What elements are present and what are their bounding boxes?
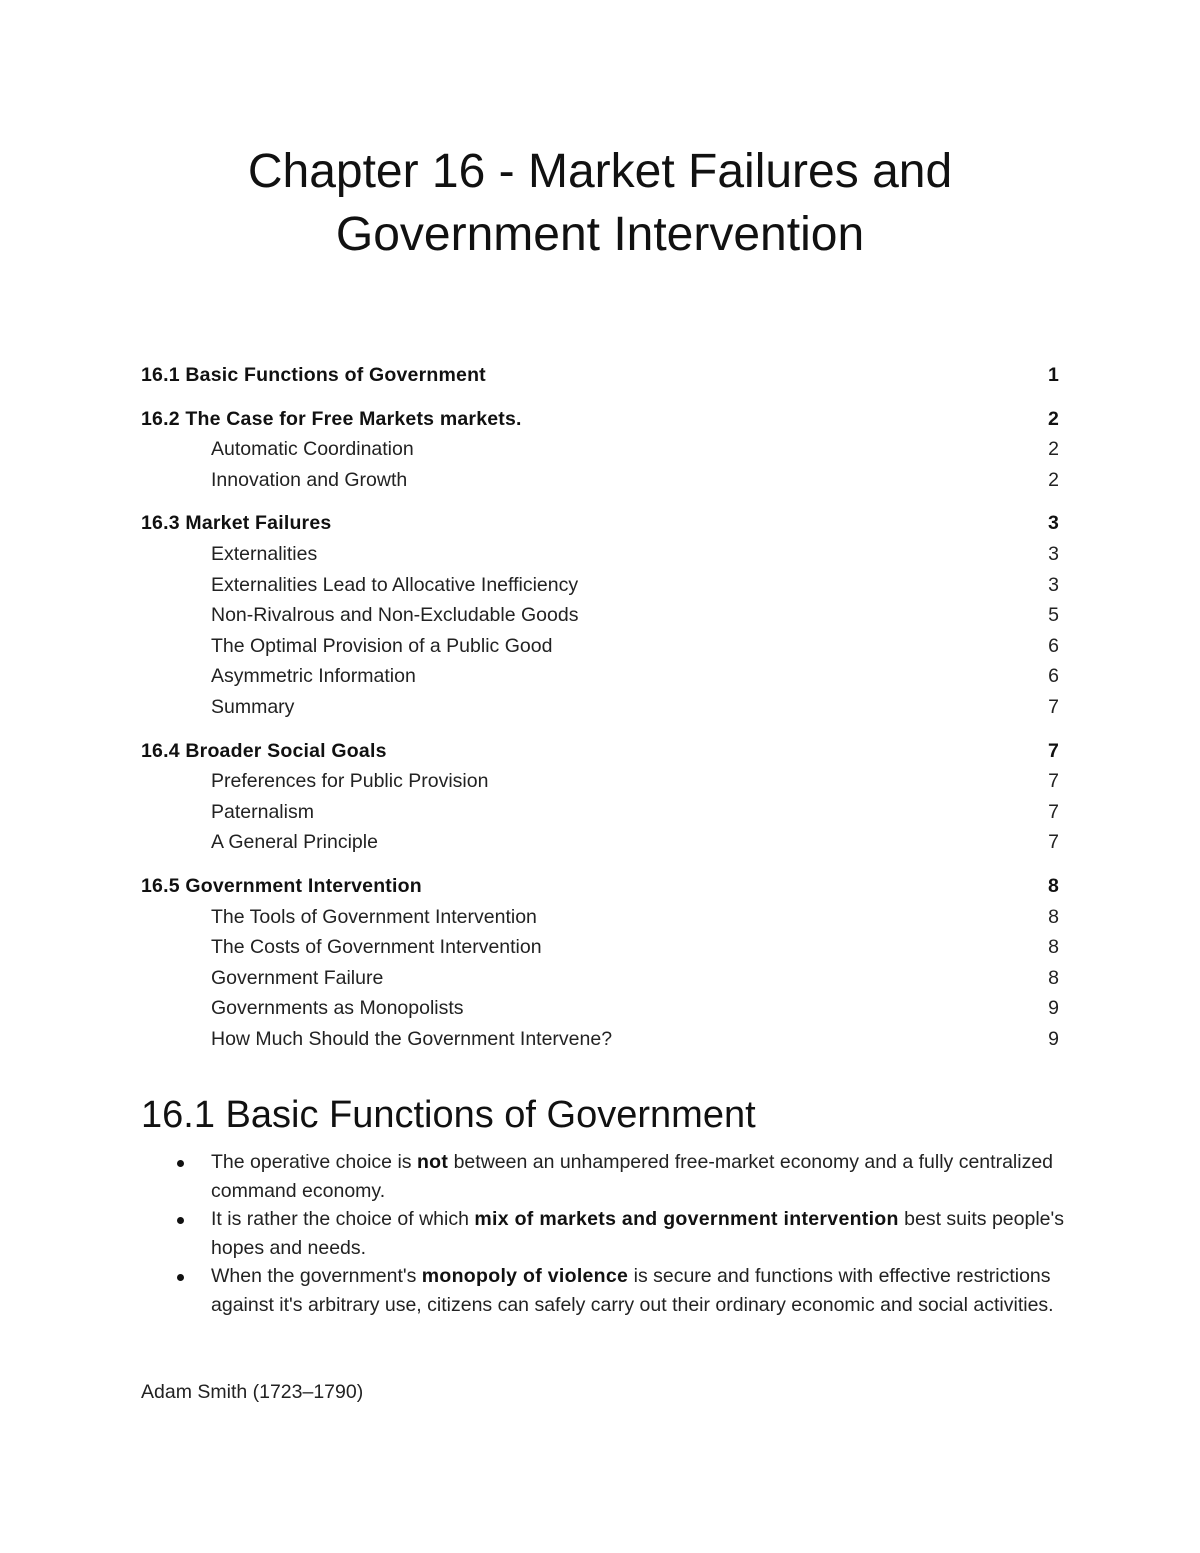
toc-entry-page-number: 9 xyxy=(1048,997,1059,1020)
toc-entry-page-number: 3 xyxy=(1048,573,1059,596)
toc-entry-label: Paternalism xyxy=(211,800,314,823)
toc-subsection-entry[interactable] xyxy=(141,766,1059,797)
toc-subsection-entry[interactable] xyxy=(141,434,1059,465)
toc-entry-label: Summary xyxy=(211,695,295,718)
toc-entry-page-number: 6 xyxy=(1048,665,1059,688)
toc-entry-label: Externalities Lead to Allocative Inefficiency xyxy=(211,573,579,596)
toc-entry-page-number: 7 xyxy=(1047,739,1059,762)
toc-entry-page-number: 9 xyxy=(1048,1027,1059,1050)
toc-entry-label: Non-Rivalrous and Non-Excludable Goods xyxy=(211,604,579,627)
toc-section-entry[interactable] xyxy=(141,404,1059,435)
table-of-contents xyxy=(141,360,1059,1054)
toc-section-entry[interactable] xyxy=(141,736,1059,767)
toc-entry-label: Innovation and Growth xyxy=(211,468,408,491)
page-title xyxy=(0,140,1200,266)
bullet-icon xyxy=(177,1160,184,1167)
bullet-text-after: is secure and functions with effective restrictions against it's arbitrary use, citizens can safely carry out their ordinary economic and social activities. xyxy=(211,1265,1054,1316)
bullet-text-before: The operative choice is xyxy=(211,1151,417,1173)
bullet-text-bold: mix of markets and government intervention xyxy=(474,1208,899,1230)
toc-entry-label: Preferences for Public Provision xyxy=(211,770,489,793)
bullet-item xyxy=(141,1205,1071,1262)
toc-entry-page-number: 8 xyxy=(1048,966,1059,989)
bullet-text-before: When the government's xyxy=(211,1265,422,1287)
toc-subsection-entry[interactable] xyxy=(141,932,1059,963)
toc-section-entry[interactable] xyxy=(141,360,1059,391)
bullet-text-after: best suits people's hopes and needs. xyxy=(211,1208,1064,1259)
toc-entry-page-number: 8 xyxy=(1048,936,1059,959)
section-heading: 16.1 Basic Functions of Government xyxy=(141,1094,756,1136)
toc-entry-label: The Costs of Government Intervention xyxy=(211,936,542,959)
toc-entry-label: 16.4 Broader Social Goals xyxy=(141,739,387,762)
toc-subsection-entry[interactable] xyxy=(141,600,1059,631)
toc-entry-page-number: 2 xyxy=(1047,407,1059,430)
toc-subsection-entry[interactable] xyxy=(141,570,1059,601)
toc-entry-page-number: 2 xyxy=(1048,468,1059,491)
toc-subsection-entry[interactable] xyxy=(141,797,1059,828)
toc-entry-page-number: 7 xyxy=(1048,770,1059,793)
author-caption: Adam Smith (1723–1790) xyxy=(141,1381,364,1403)
toc-entry-page-number: 3 xyxy=(1048,542,1059,565)
page-title-line-2: Government Intervention xyxy=(335,208,865,261)
toc-entry-label: Asymmetric Information xyxy=(211,665,416,688)
toc-section-entry[interactable] xyxy=(141,508,1059,539)
toc-subsection-entry[interactable] xyxy=(141,539,1059,570)
toc-entry-label: Automatic Coordination xyxy=(211,438,414,461)
toc-entry-page-number: 7 xyxy=(1048,800,1059,823)
page-title-line-1: Chapter 16 - Market Failures and xyxy=(247,145,953,198)
bullet-text-bold: not xyxy=(416,1151,449,1173)
toc-entry-page-number: 6 xyxy=(1048,634,1059,657)
toc-entry-page-number: 8 xyxy=(1048,905,1059,928)
bullet-item xyxy=(141,1148,1071,1205)
toc-entry-page-number: 5 xyxy=(1048,604,1059,627)
bullet-list xyxy=(141,1148,1071,1319)
toc-entry-label: A General Principle xyxy=(211,831,378,854)
bullet-item xyxy=(141,1262,1071,1319)
toc-entry-label: Government Failure xyxy=(211,966,384,989)
toc-subsection-entry[interactable] xyxy=(141,902,1059,933)
toc-entry-page-number: 7 xyxy=(1048,695,1059,718)
toc-entry-page-number: 7 xyxy=(1048,831,1059,854)
bullet-text-bold: monopoly of violence xyxy=(421,1265,629,1287)
toc-subsection-entry[interactable] xyxy=(141,631,1059,662)
bullet-text-before: It is rather the choice of which xyxy=(211,1208,475,1230)
toc-entry-label: The Tools of Government Intervention xyxy=(211,905,537,928)
toc-subsection-entry[interactable] xyxy=(141,692,1059,723)
toc-subsection-entry[interactable] xyxy=(141,963,1059,994)
toc-subsection-entry[interactable] xyxy=(141,1024,1059,1055)
toc-subsection-entry[interactable] xyxy=(141,661,1059,692)
toc-entry-label: 16.5 Government Intervention xyxy=(141,874,422,897)
toc-entry-label: The Optimal Provision of a Public Good xyxy=(211,634,553,657)
bullet-icon xyxy=(177,1274,184,1281)
toc-subsection-entry[interactable] xyxy=(141,993,1059,1024)
toc-entry-label: 16.1 Basic Functions of Government xyxy=(141,364,486,386)
bullet-icon xyxy=(177,1217,184,1224)
toc-entry-label: 16.3 Market Failures xyxy=(141,512,332,535)
toc-section-entry[interactable] xyxy=(141,871,1059,902)
bullet-text-after: between an unhampered free-market economy and a fully centralized command economy. xyxy=(211,1151,1054,1202)
toc-subsection-entry[interactable] xyxy=(141,827,1059,858)
toc-entry-page-number: 3 xyxy=(1047,512,1059,535)
toc-entry-label: 16.2 The Case for Free Markets markets. xyxy=(141,407,522,430)
toc-entry-label: Externalities xyxy=(211,542,318,565)
toc-entry-page-number: 1 xyxy=(1047,364,1059,386)
toc-subsection-entry[interactable] xyxy=(141,465,1059,496)
toc-entry-label: Governments as Monopolists xyxy=(211,997,464,1020)
toc-entry-page-number: 2 xyxy=(1048,438,1059,461)
toc-entry-label: How Much Should the Government Intervene? xyxy=(211,1027,613,1050)
toc-entry-page-number: 8 xyxy=(1047,874,1059,897)
